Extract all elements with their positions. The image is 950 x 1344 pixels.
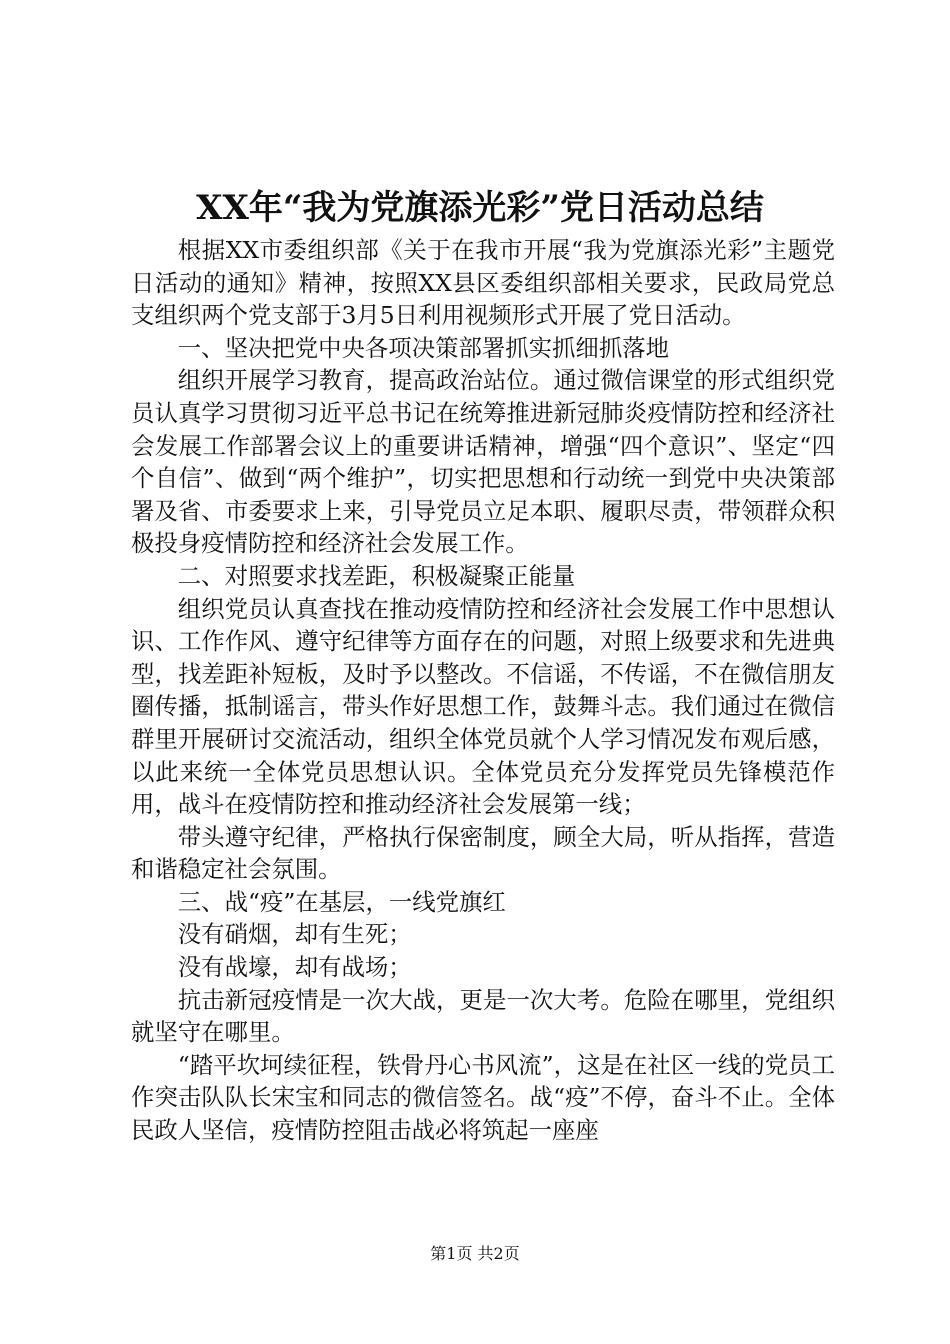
paragraph-discipline: 带头遵守纪律，严格执行保密制度，顾全大局，听从指挥，营造和谐稳定社会氛围。: [131, 822, 835, 884]
document-title: XX年“我为党旗添光彩”党日活动总结: [196, 188, 764, 228]
paragraph-gap-analysis: 组织党员认真查找在推动疫情防控和经济社会发展工作中思想认识、工作作风、遵守纪律等方面存在的问题，对照上级要求和先进典型，找差距补短板，及时予以整改。不信谣，不传谣，不在微信朋友圈传播，抵制谣言，带头作好思想工作，鼓舞斗志。我们通过在微信群里开展研讨交流活动，组织全体党员就个人学习情况发布观后感，以此来统一全体党员思想认识。全体党员充分发挥党员先锋模范作用，战斗在疫情防控和推动经济社会发展第一线；: [131, 594, 835, 819]
verse-line-1: 没有硝烟，却有生死；: [177, 920, 412, 949]
paragraph-battle: 抗击新冠疫情是一次大战，更是一次大考。危险在哪里，党组织就坚守在哪里。: [131, 985, 835, 1047]
paragraph-signature: “踏平坎坷续征程，铁骨丹心书风流”，这是在社区一线的党员工作突击队队长宋宝和同志的微信签名。战“疫”不停，奋斗不止。全体民政人坚信，疫情防控阻击战必将筑起一座座: [131, 1050, 835, 1145]
verse-line-2: 没有战壕，却有战场；: [177, 953, 412, 982]
paragraph-intro: 根据XX市委组织部《关于在我市开展“我为党旗添光彩”主题党日活动的通知》精神，按照XX县区委组织部相关要求，民政局党总支组织两个党支部于3月5日利用视频形式开展了党日活动。: [131, 236, 835, 330]
section-heading-2: 二、对照要求找差距，积极凝聚正能量: [177, 561, 576, 590]
section-heading-1: 一、坚决把党中央各项决策部署抓实抓细抓落地: [177, 333, 669, 362]
paragraph-study: 组织开展学习教育，提高政治站位。通过微信课堂的形式组织党员认真学习贯彻习近平总书记在统筹推进新冠肺炎疫情防控和经济社会发展工作部署会议上的重要讲话精神，增强“四个意识”、坚定“四个自信”、做到“两个维护”，切实把思想和行动统一到党中央决策部署及省、市委要求上来，引导党员立足本职、履职尽责，带领群众积极投身疫情防控和经济社会发展工作。: [131, 366, 835, 558]
section-heading-3: 三、战“疫”在基层，一线党旗红: [177, 887, 506, 916]
document-body: [131, 234, 835, 1147]
page-number-footer: 第1页 共2页: [430, 1244, 520, 1263]
